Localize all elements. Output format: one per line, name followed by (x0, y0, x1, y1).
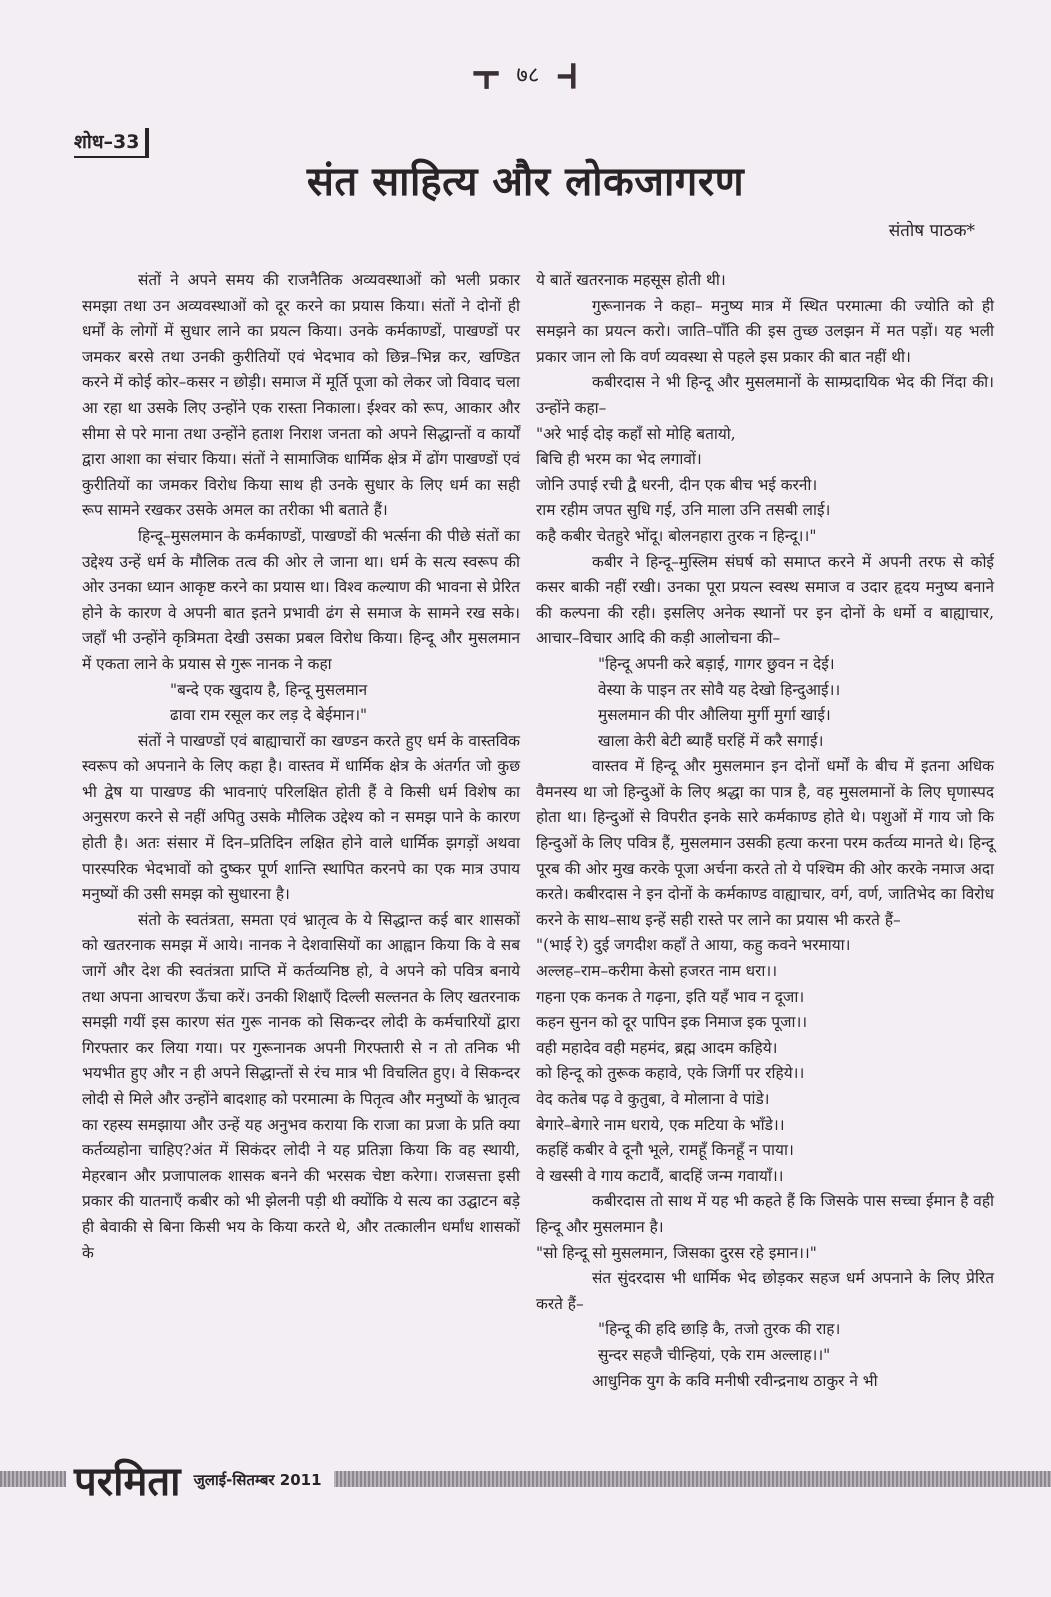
left-ornament: ⫟ (472, 48, 500, 99)
verse-line: "हिन्दू की हदि छाड़ि कै, तजो तुरक की राह। (598, 1320, 841, 1339)
section-tag: शोध–33 (74, 128, 149, 158)
verse (82, 678, 520, 729)
verse-line: राम रहीम जपत सुधि गई, उनि माला उनि तसबी लाई। (536, 501, 831, 520)
paragraph: संतों ने अपने समय की राजनैतिक अव्यवस्थाओं को भली प्रकार समझा तथा उन अव्यवस्थाओं को दूर करने का प्रयास किया। संतों ने दोनों ही धर्मों के लोगों में सुधार लाने का प्रयत्न किया। उनके कर्मकाण्डों, पाखण्डों पर जमकर बरसे तथा उनकी कुरीतियों एवं भेदभाव को छिन्न–भिन्न कर, खण्डित करने में कोई कोर–कसर न छोड़ी। समाज में मूर्ति पूजा को लेकर जो विवाद चला आ रहा था उसके लिए उन्होंने एक रास्ता निकाला। ईश्वर को रूप, आकार और सीमा से परे माना तथा उन्होंने हताश निराश जनता को अपने सिद्धान्तों व कार्यों द्वारा आशा का संचार किया। संतों ने सामाजिक धार्मिक क्षेत्र में ढोंग पाखण्डों एवं कुरीतियों का जमकर विरोध किया साथ ही उनके सुधार के लिए धर्म का सही रूप सामने रखकर उसके अमल का तरीका भी बताते हैं। (82, 271, 520, 520)
paragraph: कबीर ने हिन्दू–मुस्लिम संघर्ष को समाप्त करने में अपनी तरफ से कोई कसर बाकी नहीं रखी। उनका पूरा प्रयत्न स्वस्थ समाज व उदार हृदय मनुष्य बनाने की कल्पना की रही। इसलिए अनेक स्थानों पर इन दोनों के धर्मो व बाह्याचार, आचार–विचार आदि की कड़ी आलोचना की– (536, 552, 994, 648)
verse (536, 933, 994, 1189)
left-column (82, 268, 520, 1266)
paragraph: कबीरदास ने भी हिन्दू और मुसलमानों के साम्प्रदायिक भेद की निंदा की। उन्होंने कहा– (536, 373, 994, 417)
verse (536, 1241, 994, 1267)
verse-line: वेस्या के पाइन तर सोवै यह देखो हिन्दुआई।। (598, 680, 841, 699)
author-name: संतोष पाठक* (888, 221, 975, 241)
verse-line: ढावा राम रसूल कर लड़ दे बेईमान।" (170, 706, 368, 725)
verse (536, 422, 994, 550)
paragraph: वास्तव में हिन्दू और मुसलमान इन दोनों धर्मों के बीच में इतना अधिक वैमनस्य था जो हिन्दुओं के लिए श्रद्धा का पात्र है, वह मुसलमानों के लिए घृणास्पद होता था। हिन्दुओं से विपरीत इनके सारे कर्मकाण्ड होते थे। पशुओं में गाय जो कि हिन्दुओं के लिए पवित्र हैं, मुसलमान उसकी हत्या करना परम कर्तव्य मानते थे। हिन्दू पूरब की ओर मुख करके पूजा अर्चना करते तो ये पश्चिम की ओर करके नमाज अदा करते। कबीरदास ने इन दोनों के कर्मकाण्ड वाह्याचार, वर्ग, वर्ण, जातिभेद का विरोध करने के साथ–साथ इन्हें सही रास्ते पर लाने का प्रयास भी करते हैं– (536, 757, 994, 929)
paragraph: ये बातें खतरनाक महसूस होती थी। (536, 271, 726, 289)
verse-line: "हिन्दू अपनी करे बड़ाई, गागर छुवन न देई। (598, 654, 835, 673)
verse-line: मुसलमान की पीर औलिया मुर्गी मुर्गा खाई। (598, 706, 831, 725)
verse (536, 652, 994, 754)
verse (536, 1317, 994, 1368)
paragraph: संत सुंदरदास भी धार्मिक भेद छोड़कर सहज धर्म अपनाने के लिए प्रेरित करते हैं– (536, 1269, 994, 1313)
verse-line: कहै कबीर चेतहुरे भोंदू। बोलनहारा तुरक न हिन्दू।।" (536, 526, 817, 545)
verse-line: खाला केरी बेटी ब्याहैं घरहिं में करै सगाई। (598, 731, 824, 750)
verse-line: बिचि ही भरम का भेद लगावों। (536, 450, 702, 469)
paragraph: गुरूनानक ने कहा– मनुष्य मात्र में स्थित परमात्मा की ज्योति को ही समझने का प्रयत्न करो। जाति–पाँति की इस तुच्छ उलझन में मत पड़ों। यह भली प्रकार जान लो कि वर्ण व्यवस्था से पहले इस प्रकार की बात नहीं थी। (536, 296, 994, 366)
verse-line: वही महादेव वही महमंद, ब्रह्म आदम कहिये। (536, 1038, 778, 1057)
paragraph: हिन्दू–मुसलमान के कर्मकाण्डों, पाखण्डों की भर्त्सना की पीछे संतों का उद्देश्य उन्हें धर्म के मौलिक तत्व की ओर ले जाना था। धर्म के सत्य स्वरूप की ओर उनका ध्यान आकृष्ट करने का प्रयास था। विश्व कल्याण की भावना से प्रेरित होने के कारण वे अपनी बात इतने प्रभावी ढंग से समाज के सामने रख सके। जहाँ भी उन्होंने कृत्रिमता देखी उसका प्रबल विरोध किया। हिन्दू और मुसलमान में एकता लाने के प्रयास से गुरू नानक ने कहा (82, 526, 520, 673)
verse-line: "बन्दे एक खुदाय है, हिन्दू मुसलमान (170, 680, 368, 699)
magazine-name: परमिता (74, 1459, 181, 1505)
verse-line: कहन सुनन को दूर पापिन इक निमाज इक पूजा।। (536, 1013, 808, 1032)
verse-line: जोनि उपाई रची द्वै धरनी, दीन एक बीच भई करनी। (536, 475, 818, 494)
verse-line: "अरे भाई दोइ कहाँ सो मोहि बतायो, (536, 424, 736, 443)
right-column (536, 268, 994, 1394)
article-title: संत साहित्य और लोकजागरण (306, 159, 745, 205)
page-number-value: ७८ (516, 62, 540, 88)
verse-line: को हिन्दू को तुरूक कहावे, एके जिर्गी पर रहिये।। (536, 1064, 805, 1083)
paragraph: कबीरदास तो साथ में यह भी कहते हैं कि जिसके पास सच्चा ईमान है वही हिन्दू और मुसलमान है। (536, 1192, 994, 1236)
paragraph: संतो के स्वतंत्रता, समता एवं भ्रातृत्व के ये सिद्धान्त कई बार शासकों को खतरनाक समझ में आये। नानक ने देशवासियों का आह्वान किया कि वे सब जागें और देश की स्वतंत्रता प्राप्ति में कर्तव्यनिष्ठ हो, वे अपने को पवित्र बनाये तथा अपना आचरण ऊँचा करें। उनकी शिक्षाएँ दिल्ली सल्तनत के लिए खतरनाक समझी गयीं इस कारण संत गुरू नानक को सिकन्दर लोदी के कर्मचारियों द्वारा गिरफ्तार कर लिया गया। पर गुरूनानक अपनी गिरफ्तारी से न तो तनिक भी भयभीत हुए और न ही अपने सिद्धान्तों से रंच मात्र भी विचलित हुए। वे सिकन्दर लोदी से मिले और उन्होंने बादशाह को परमात्मा के पितृत्व और मनुष्यों के भ्रातृत्व का रहस्य समझाया और उन्हें यह अनुभव कराया कि राजा का प्रजा के प्रति क्या कर्तव्यहोना चाहिए?अंत में सिकंदर लोदी ने यह प्रतिज्ञा किया कि वह स्थायी, मेहरबान और प्रजापालक शासक बनने की भरसक चेष्टा करेगा। राजसत्ता इसी प्रकार की यातनाएँ कबीर को भी झेलनी पड़ी थी क्योंकि ये सत्य का उद्घाटन बड़े ही बेवाकी से बिना किसी भय के किया करते थे, और तत्कालीन धर्मांध शासकों के (82, 910, 520, 1262)
verse-line: वे खस्सी वे गाय कटावैं, बादहिं जन्म गवायाँ।। (536, 1166, 784, 1185)
paragraph: आधुनिक युग के कवि मनीषी रवीन्द्रनाथ ठाकुर ने भी (592, 1371, 878, 1390)
right-ornament: ⫞ (556, 48, 579, 99)
paragraph: संतों ने पाखण्डों एवं बाह्याचारों का खण्डन करते हुए धर्म के वास्तविक स्वरूप को अपनाने के लिए कहा है। वास्तव में धार्मिक क्षेत्र के अंतर्गत जो कुछ भी द्वेष या पाखण्ड की भावनाएं परिलक्षित होती हैं वे किसी धर्म विशेष का अनुसरण करने से नहीं अपितु उसके मौलिक उद्देश्य को न समझ पाने के कारण होती है। अतः संसार में दिन–प्रतिदिन लक्षित होने वाले धार्मिक झगड़ों अथवा पारस्परिक भेदभावों को दुष्कर पूर्ण शान्ति स्थापित करनपे का एक मात्र उपाय मनुष्यों की उसी समझ को सुधारना है। (82, 731, 520, 904)
verse-line: गहना एक कनक ते गढ़ना, इति यहँ भाव न दूजा। (536, 987, 805, 1006)
verse-line: सुन्दर सहजै चीन्हियां, एके राम अल्लाह।।" (598, 1345, 831, 1364)
verse-line: वेद कतेब पढ़ वे कुतुबा, वे मोलाना वे पांडे। (536, 1090, 770, 1108)
verse-line: बेगारे–बेगारे नाम धराये, एक मटिया के भाँडे।। (536, 1115, 785, 1134)
verse-line: अल्लह–राम–करीमा केसो हजरत नाम धरा।। (536, 962, 778, 981)
page-number (0, 48, 1051, 99)
verse-line: "सो हिन्दू सो मुसलमान, जिसका दुरस रहे इमान।।" (536, 1243, 817, 1262)
issue-date: जुलाई-सितम्बर 2011 (193, 1470, 322, 1489)
verse-line: "(भाई रे) दुई जगदीश कहाँ ते आया, कहु कवने भरमाया। (536, 936, 851, 955)
verse-line: कहहिं कबीर वे दूनौ भूले, रामहूँ किनहूँ न पाया। (536, 1141, 794, 1160)
footer (66, 1452, 334, 1507)
